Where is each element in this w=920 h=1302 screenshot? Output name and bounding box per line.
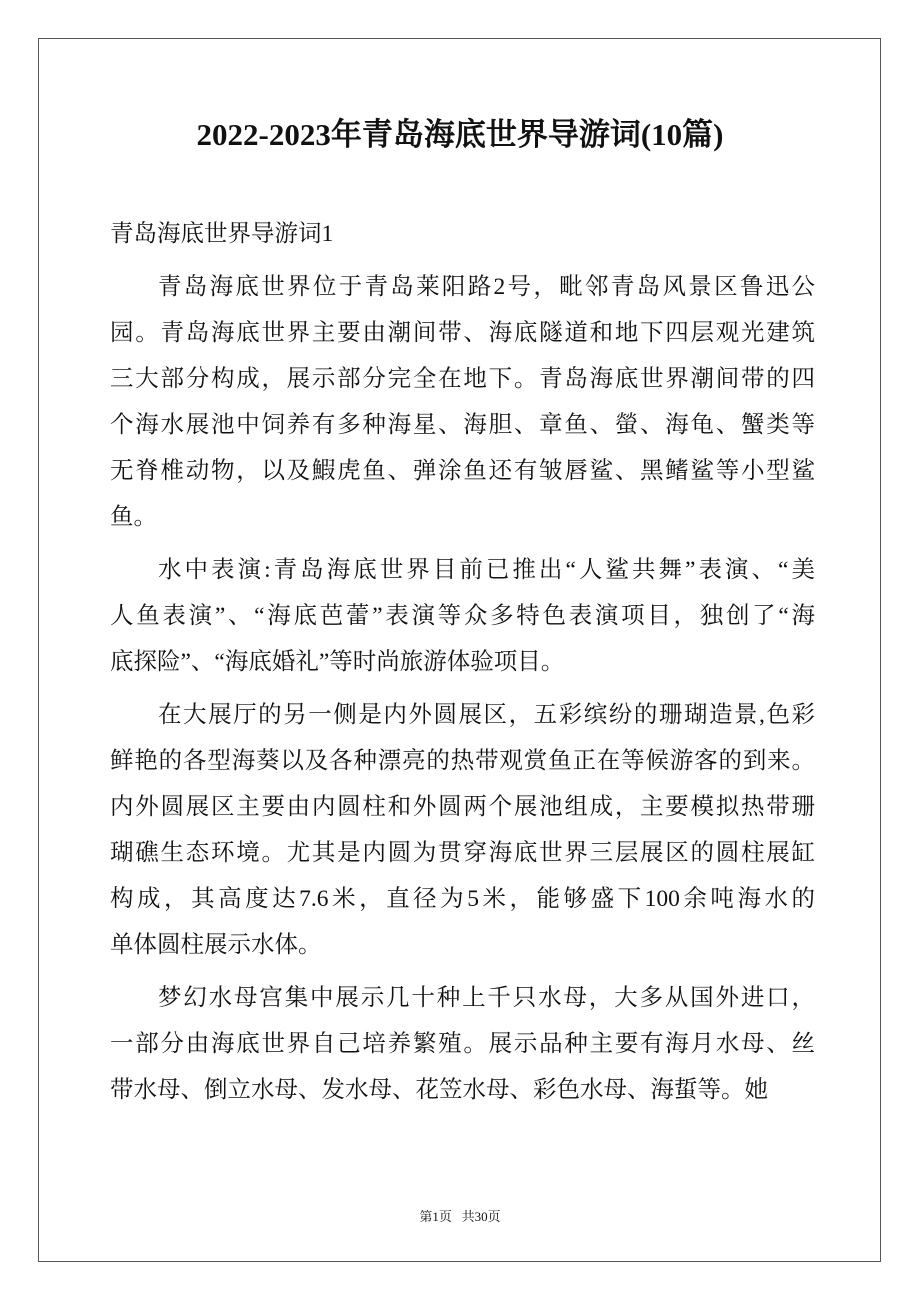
paragraph-line: 底探险”、“海底婚礼”等时尚旅游体验项目。 (110, 649, 565, 675)
paragraph-line: 单体圆柱展示水体。 (110, 932, 322, 958)
paragraph-line: 内外圆展区主要由内圆柱和外圆两个展池组成，主要模拟热带珊 (110, 794, 815, 820)
paragraph-line: 在大展厅的另一侧是内外圆展区，五彩缤纷的珊瑚造景,色彩 (158, 702, 815, 728)
paragraph (110, 547, 815, 685)
paragraph-line: 园。青岛海底世界主要由潮间带、海底隧道和地下四层观光建筑 (110, 320, 815, 346)
paragraph-line: 构成，其高度达7.6米，直径为5米，能够盛下100余吨海水的 (110, 886, 815, 912)
paragraph-line: 青岛海底世界位于青岛莱阳路2号，毗邻青岛风景区鲁迅公 (158, 274, 815, 300)
section-heading: 青岛海底世界导游词1 (110, 221, 334, 247)
paragraph (110, 692, 815, 968)
paragraph-line: 一部分由海底世界自己培养繁殖。展示品种主要有海月水母、丝 (110, 1031, 815, 1057)
paragraph-line: 无脊椎动物，以及鰕虎鱼、弹涂鱼还有皱唇鲨、黑鳍鲨等小型鲨 (110, 458, 815, 484)
paragraph-line: 梦幻水母宫集中展示几十种上千只水母，大多从国外进口， (158, 985, 815, 1011)
document-title: 2022-2023年青岛海底世界导游词(10篇) (196, 117, 724, 152)
paragraph (110, 264, 815, 540)
paragraph (110, 975, 815, 1113)
document-body (110, 211, 815, 1113)
paragraph-line: 带水母、倒立水母、发水母、花笠水母、彩色水母、海蜇等。她 (110, 1077, 768, 1103)
paragraph-line: 个海水展池中饲养有多种海星、海胆、章鱼、螢、海龟、蟹类等 (110, 412, 815, 438)
paragraph-line: 人鱼表演”、“海底芭蕾”表演等众多特色表演项目，独创了“海 (110, 603, 815, 629)
paragraph-line: 瑚礁生态环境。尤其是内圆为贯穿海底世界三层展区的圆柱展缸 (110, 840, 815, 866)
paragraph-line: 鲜艳的各型海葵以及各种漂亮的热带观赏鱼正在等候游客的到来。 (110, 748, 815, 774)
page-footer: 第1页 共30页 (419, 1209, 501, 1224)
paragraph-line: 水中表演:青岛海底世界目前已推出“人鲨共舞”表演、“美 (158, 557, 815, 583)
paragraph-line: 三大部分构成，展示部分完全在地下。青岛海底世界潮间带的四 (110, 366, 815, 392)
paragraph-line: 鱼。 (110, 504, 157, 530)
